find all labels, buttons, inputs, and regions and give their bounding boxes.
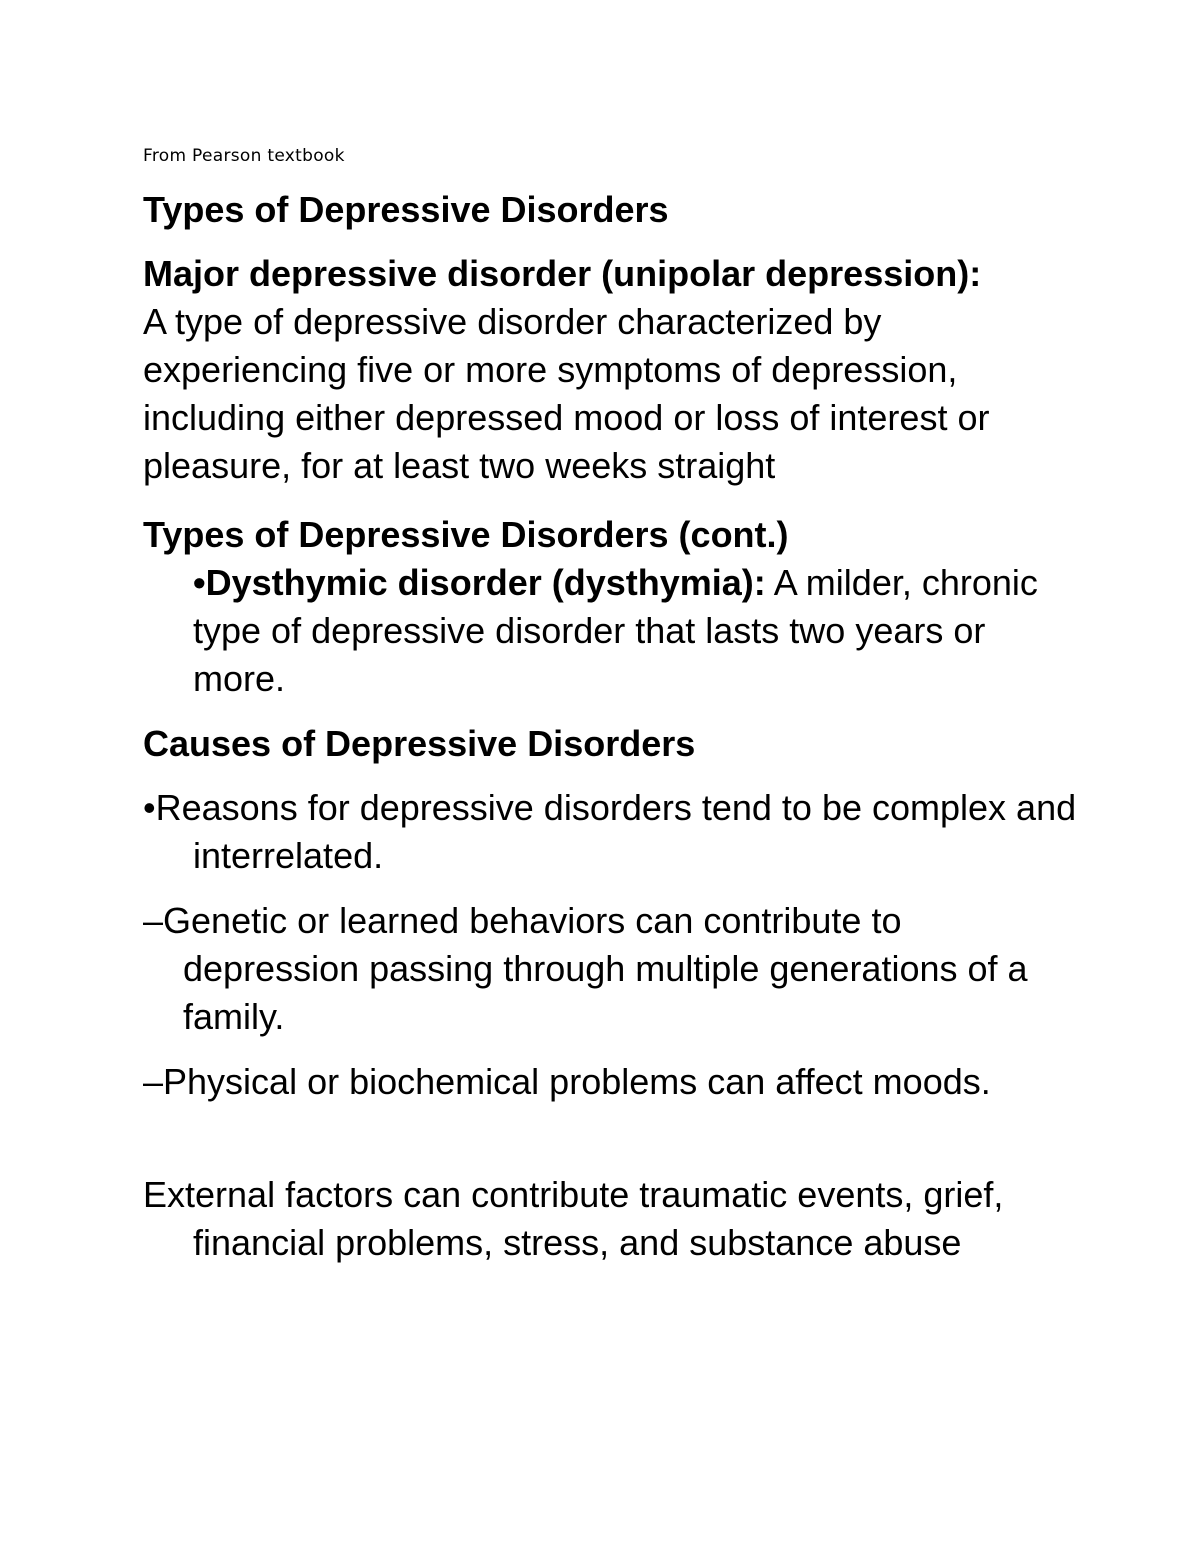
source-note: From Pearson textbook	[143, 146, 345, 166]
definition-dysthymic-disorder: A milder, chronic type of depressive disorder that lasts two years or more.	[193, 562, 1038, 699]
section-heading-causes: Causes of Depressive Disorders	[143, 723, 696, 764]
section-heading-types: Types of Depressive Disorders	[143, 189, 669, 230]
major-depressive-disorder-block	[143, 250, 1083, 490]
definition-major-depressive-disorder: A type of depressive disorder characterized by experiencing five or more symptoms of depression, including either depressed mood or loss of interest or pleasure, for at least two weeks straight	[143, 301, 990, 486]
cause-point-physical: –Physical or biochemical problems can affect moods.	[143, 1061, 991, 1102]
dysthymic-disorder-block	[193, 559, 1073, 703]
section-heading-types-cont: Types of Depressive Disorders (cont.)	[143, 514, 789, 555]
cause-point-external: External factors can contribute traumatic events, grief, financial problems, stress, and substance abuse	[143, 1174, 1004, 1263]
term-major-depressive-disorder: Major depressive disorder (unipolar depression):	[143, 253, 982, 294]
bullet-glyph: •	[193, 562, 206, 603]
cause-point-complex: •Reasons for depressive disorders tend to be complex and interrelated.	[143, 787, 1077, 876]
cause-point-genetic: –Genetic or learned behaviors can contribute to depression passing through multiple generations of a family.	[143, 900, 1028, 1037]
term-dysthymic-disorder: Dysthymic disorder (dysthymia):	[205, 562, 766, 603]
